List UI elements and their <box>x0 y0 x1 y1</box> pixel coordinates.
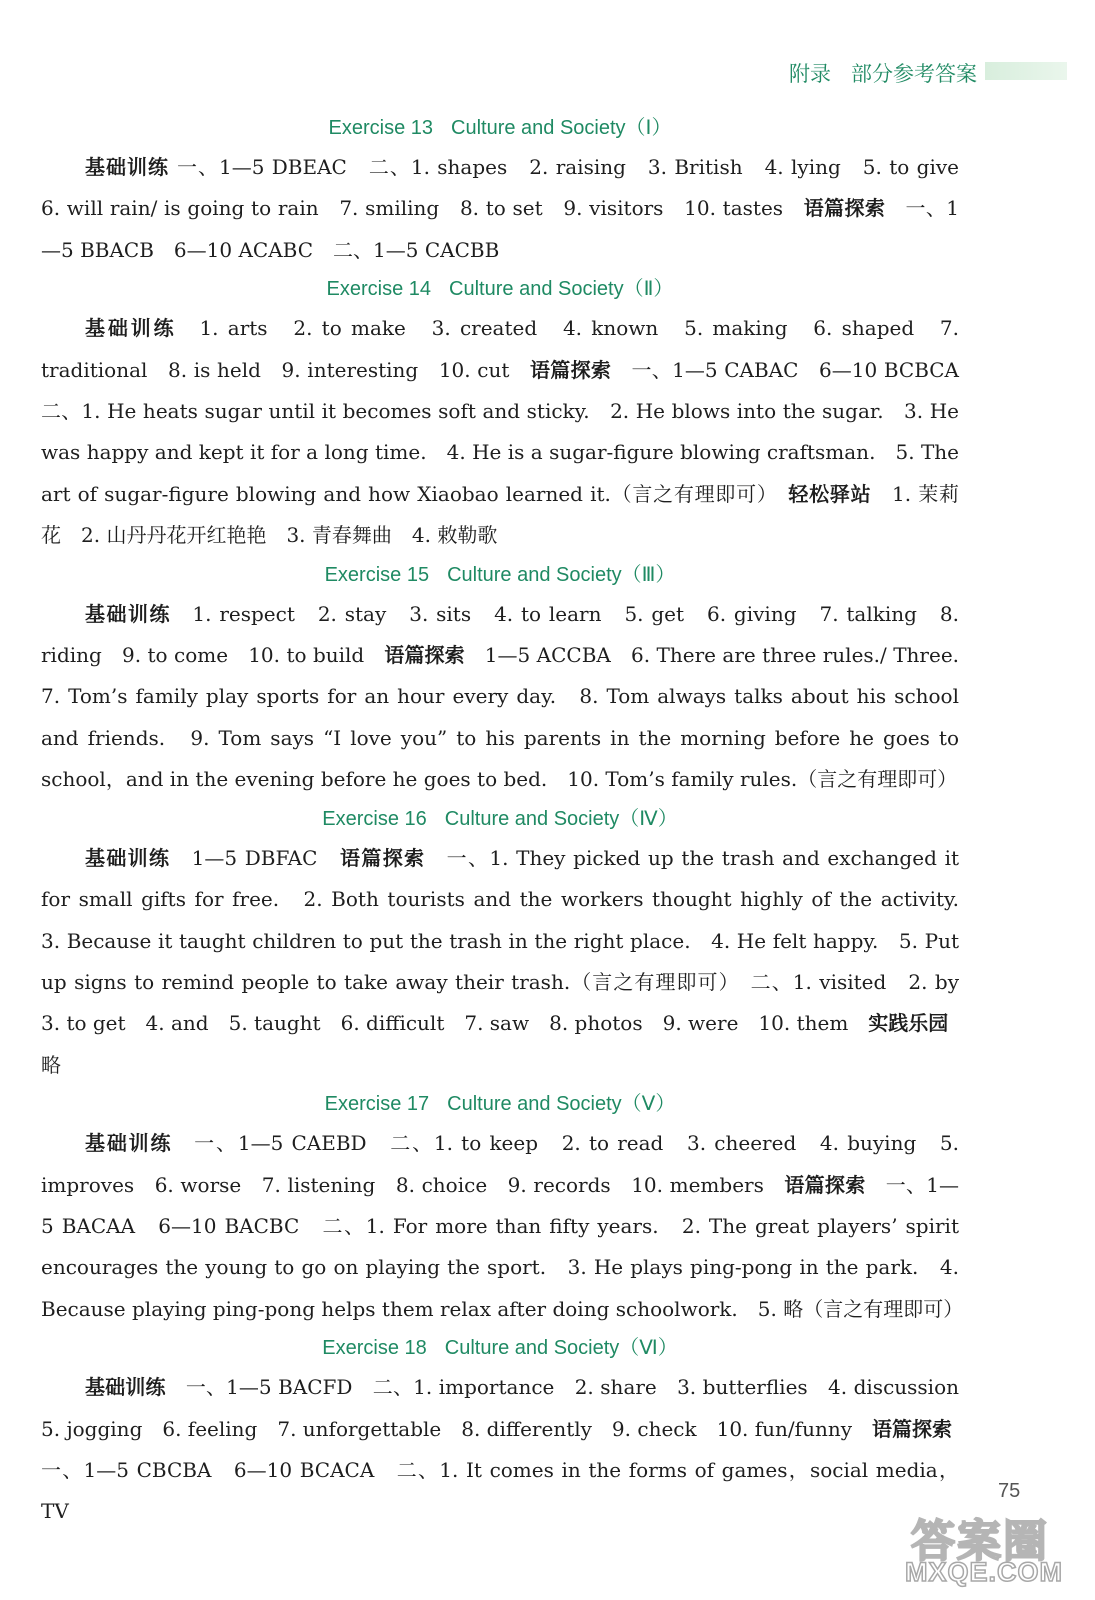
section-label: 基础训练 <box>85 1375 166 1400</box>
exercise-subtitle: Culture and Society（Ⅱ） <box>449 278 674 301</box>
exercise-title <box>41 110 959 147</box>
section-label: 语篇探索 <box>384 643 465 668</box>
section-label: 基础训练 <box>85 316 177 341</box>
header-section: 附录 <box>789 62 831 86</box>
section-label: 基础训练 <box>85 845 171 870</box>
section-label: 轻松驿站 <box>788 481 872 506</box>
exercise-title <box>41 1086 959 1123</box>
answer-text: 一、1. They picked up the trash and exchanged it for small gifts for free. 2. Both tourists and the workers thought highly of the activity. 3. Because it taught children to put the trash in the right place. 4. He felt happy. 5. Put up signs to remind people to take away their trash.（言之有理即可） 二、1. visited 2. by 3. to get 4. and 5. taught 6. difficult 7. saw 8. photos 9. were 10. them <box>41 845 979 1036</box>
section-label: 实践乐园 <box>868 1011 949 1036</box>
exercise-number: Exercise 18 <box>322 1337 427 1360</box>
exercise-answers <box>41 1123 964 1330</box>
section-label: 语篇探索 <box>784 1172 866 1197</box>
watermark-url: MXQE.COM <box>905 1557 1064 1587</box>
exercise-title <box>41 271 959 308</box>
answer-text: 1. respect 2. stay 3. sits 4. to learn 5. get 6. giving 7. talking 8. riding 9. to come 10. to build <box>41 601 959 668</box>
answer-text: 一、1—5 BBACB 6—10 ACABC 二、1—5 CACBB <box>41 196 960 262</box>
page-number: 75 <box>998 1480 1021 1502</box>
exercise-answers <box>41 838 979 1086</box>
answer-content <box>41 110 980 1533</box>
exercise-number: Exercise 16 <box>322 807 427 830</box>
exercise-title <box>41 801 959 838</box>
section-label: 基础训练 <box>85 601 171 626</box>
answer-text: 1. arts 2. to make 3. created 4. known 5. making 6. shaped 7. traditional 8. is held 9. interesting 10. cut <box>41 316 959 382</box>
exercise-number: Exercise 14 <box>326 278 432 301</box>
section-label: 语篇探索 <box>872 1416 953 1441</box>
answer-text: 一、1—5 DBEAC 二、1. shapes 2. raising 3. British 4. lying 5. to give 6. will rain/ is going to rain 7. smiling 8. to set 9. visitors 10. tastes <box>41 155 979 221</box>
section-label: 语篇探索 <box>530 357 612 382</box>
answer-text: 1—5 DBFAC <box>170 845 341 870</box>
answer-text: 一、1—5 BACFD 二、1. importance 2. share 3. butterflies 4. discussion 5. jogging 6. feeling 7. unforgettable 8. differently 9. check 10. fun/funny <box>41 1375 979 1441</box>
exercise-answers <box>41 147 979 271</box>
watermark-text: 答案圈 <box>911 1516 1049 1567</box>
section-label: 基础训练 <box>85 155 177 179</box>
watermark-logo <box>905 1505 1085 1595</box>
section-label: 语篇探索 <box>340 845 426 870</box>
exercise-subtitle: Culture and Society（Ⅴ） <box>447 1093 676 1116</box>
exercise-subtitle: Culture and Society（Ⅵ） <box>444 1337 678 1360</box>
answer-text: 一、1—5 BACAA 6—10 BACBC 二、1. For more than fifty years. 2. The great players’ spirit encourages the young to go on playing the sport. 3. He plays ping-pong in the park. 4. Because playing ping-pong helps them relax after doing schoolwork. 5. 略（言之有理即可） <box>41 1172 964 1321</box>
answer-text: 1—5 ACCBA 6. There are three rules./ Three. 7. Tom’s family play sports for an hour every day. 8. Tom always talks about his school and friends. 9. Tom says “I love you” to his parents in the morning before he goes to school，and in the evening before he goes to bed. 10. Tom’s family rules.（言之有理即可） <box>41 643 980 792</box>
exercise-answers <box>41 308 980 556</box>
exercise-number: Exercise 15 <box>324 563 430 586</box>
answer-text: 一、1—5 CABAC 6—10 BCBCA 二、1. He heats sugar until it becomes soft and sticky. 2. He blows into the sugar. 3. He was happy and kept it for a long time. 4. He is a sugar-figure blowing craftsman. 5. The art of sugar-figure blowing and how Xiaobao learned it.（言之有理即可） <box>41 357 980 506</box>
exercise-number: Exercise 17 <box>324 1093 430 1116</box>
header-decoration-bar <box>985 62 1067 80</box>
answer-text: 一、1—5 CAEBD 二、1. to keep 2. to read 3. cheered 4. buying 5. improves 6. worse 7. listening 8. choice 9. records 10. members <box>41 1131 960 1197</box>
answer-text: 1. 茉莉花 2. 山丹丹花开红艳艳 3. 青春舞曲 4. 敕勒歌 <box>41 481 959 548</box>
exercise-title <box>41 1330 959 1367</box>
exercise-number: Exercise 13 <box>328 117 434 139</box>
section-label: 语篇探索 <box>803 196 886 221</box>
exercise-subtitle: Culture and Society（Ⅳ） <box>444 807 678 830</box>
exercise-subtitle: Culture and Society（Ⅰ） <box>451 117 672 139</box>
exercise-answers <box>41 1367 979 1533</box>
header-title: 部分参考答案 <box>851 62 977 86</box>
exercise-title <box>41 557 959 594</box>
section-label: 基础训练 <box>85 1131 173 1156</box>
exercise-answers <box>41 594 980 801</box>
answer-text: 略 <box>41 1011 969 1077</box>
answer-text: 一、1—5 CBCBA 6—10 BCACA 二、1. It comes in the forms of games，social media，TV <box>41 1416 973 1524</box>
running-header <box>789 58 977 88</box>
exercise-subtitle: Culture and Society（Ⅲ） <box>447 563 676 586</box>
